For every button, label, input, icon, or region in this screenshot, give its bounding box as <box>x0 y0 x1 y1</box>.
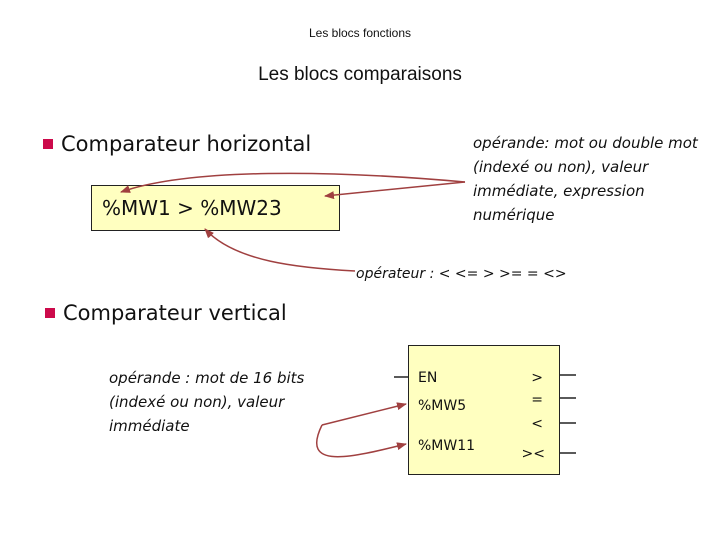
horizontal-comparator-expression: %MW1 > %MW23 <box>102 196 282 220</box>
arrow-operand-to-mw23 <box>325 182 465 196</box>
header-small-title: Les blocs fonctions <box>308 26 412 40</box>
input-operand-2: %MW11 <box>418 438 476 454</box>
output-not-equal: >< <box>521 446 545 462</box>
bullet-horizontal-label: Comparateur horizontal <box>61 132 312 156</box>
arrow-operand-to-mw11 <box>317 425 406 457</box>
note-operand-horizontal: opérande: mot ou double mot (indexé ou non), valeur immédiate, expression numérique <box>473 134 698 224</box>
slide-title: Les blocs comparaisons <box>258 64 462 85</box>
bullet-vertical-label: Comparateur vertical <box>63 301 287 325</box>
output-equal: = <box>531 392 543 408</box>
note-operand-vertical: opérande : mot de 16 bits (indexé ou non), valeur immédiate <box>109 369 305 435</box>
output-greater: > <box>531 370 543 386</box>
arrow-operand-to-mw1 <box>121 173 465 192</box>
arrow-operator-to-symbol <box>205 229 355 271</box>
note-operator: opérateur : < <= > >= = <> <box>356 266 567 282</box>
input-en: EN <box>418 370 438 386</box>
arrow-operand-to-mw5 <box>322 404 406 425</box>
input-operand-1: %MW5 <box>418 398 467 414</box>
output-less: < <box>531 416 543 432</box>
